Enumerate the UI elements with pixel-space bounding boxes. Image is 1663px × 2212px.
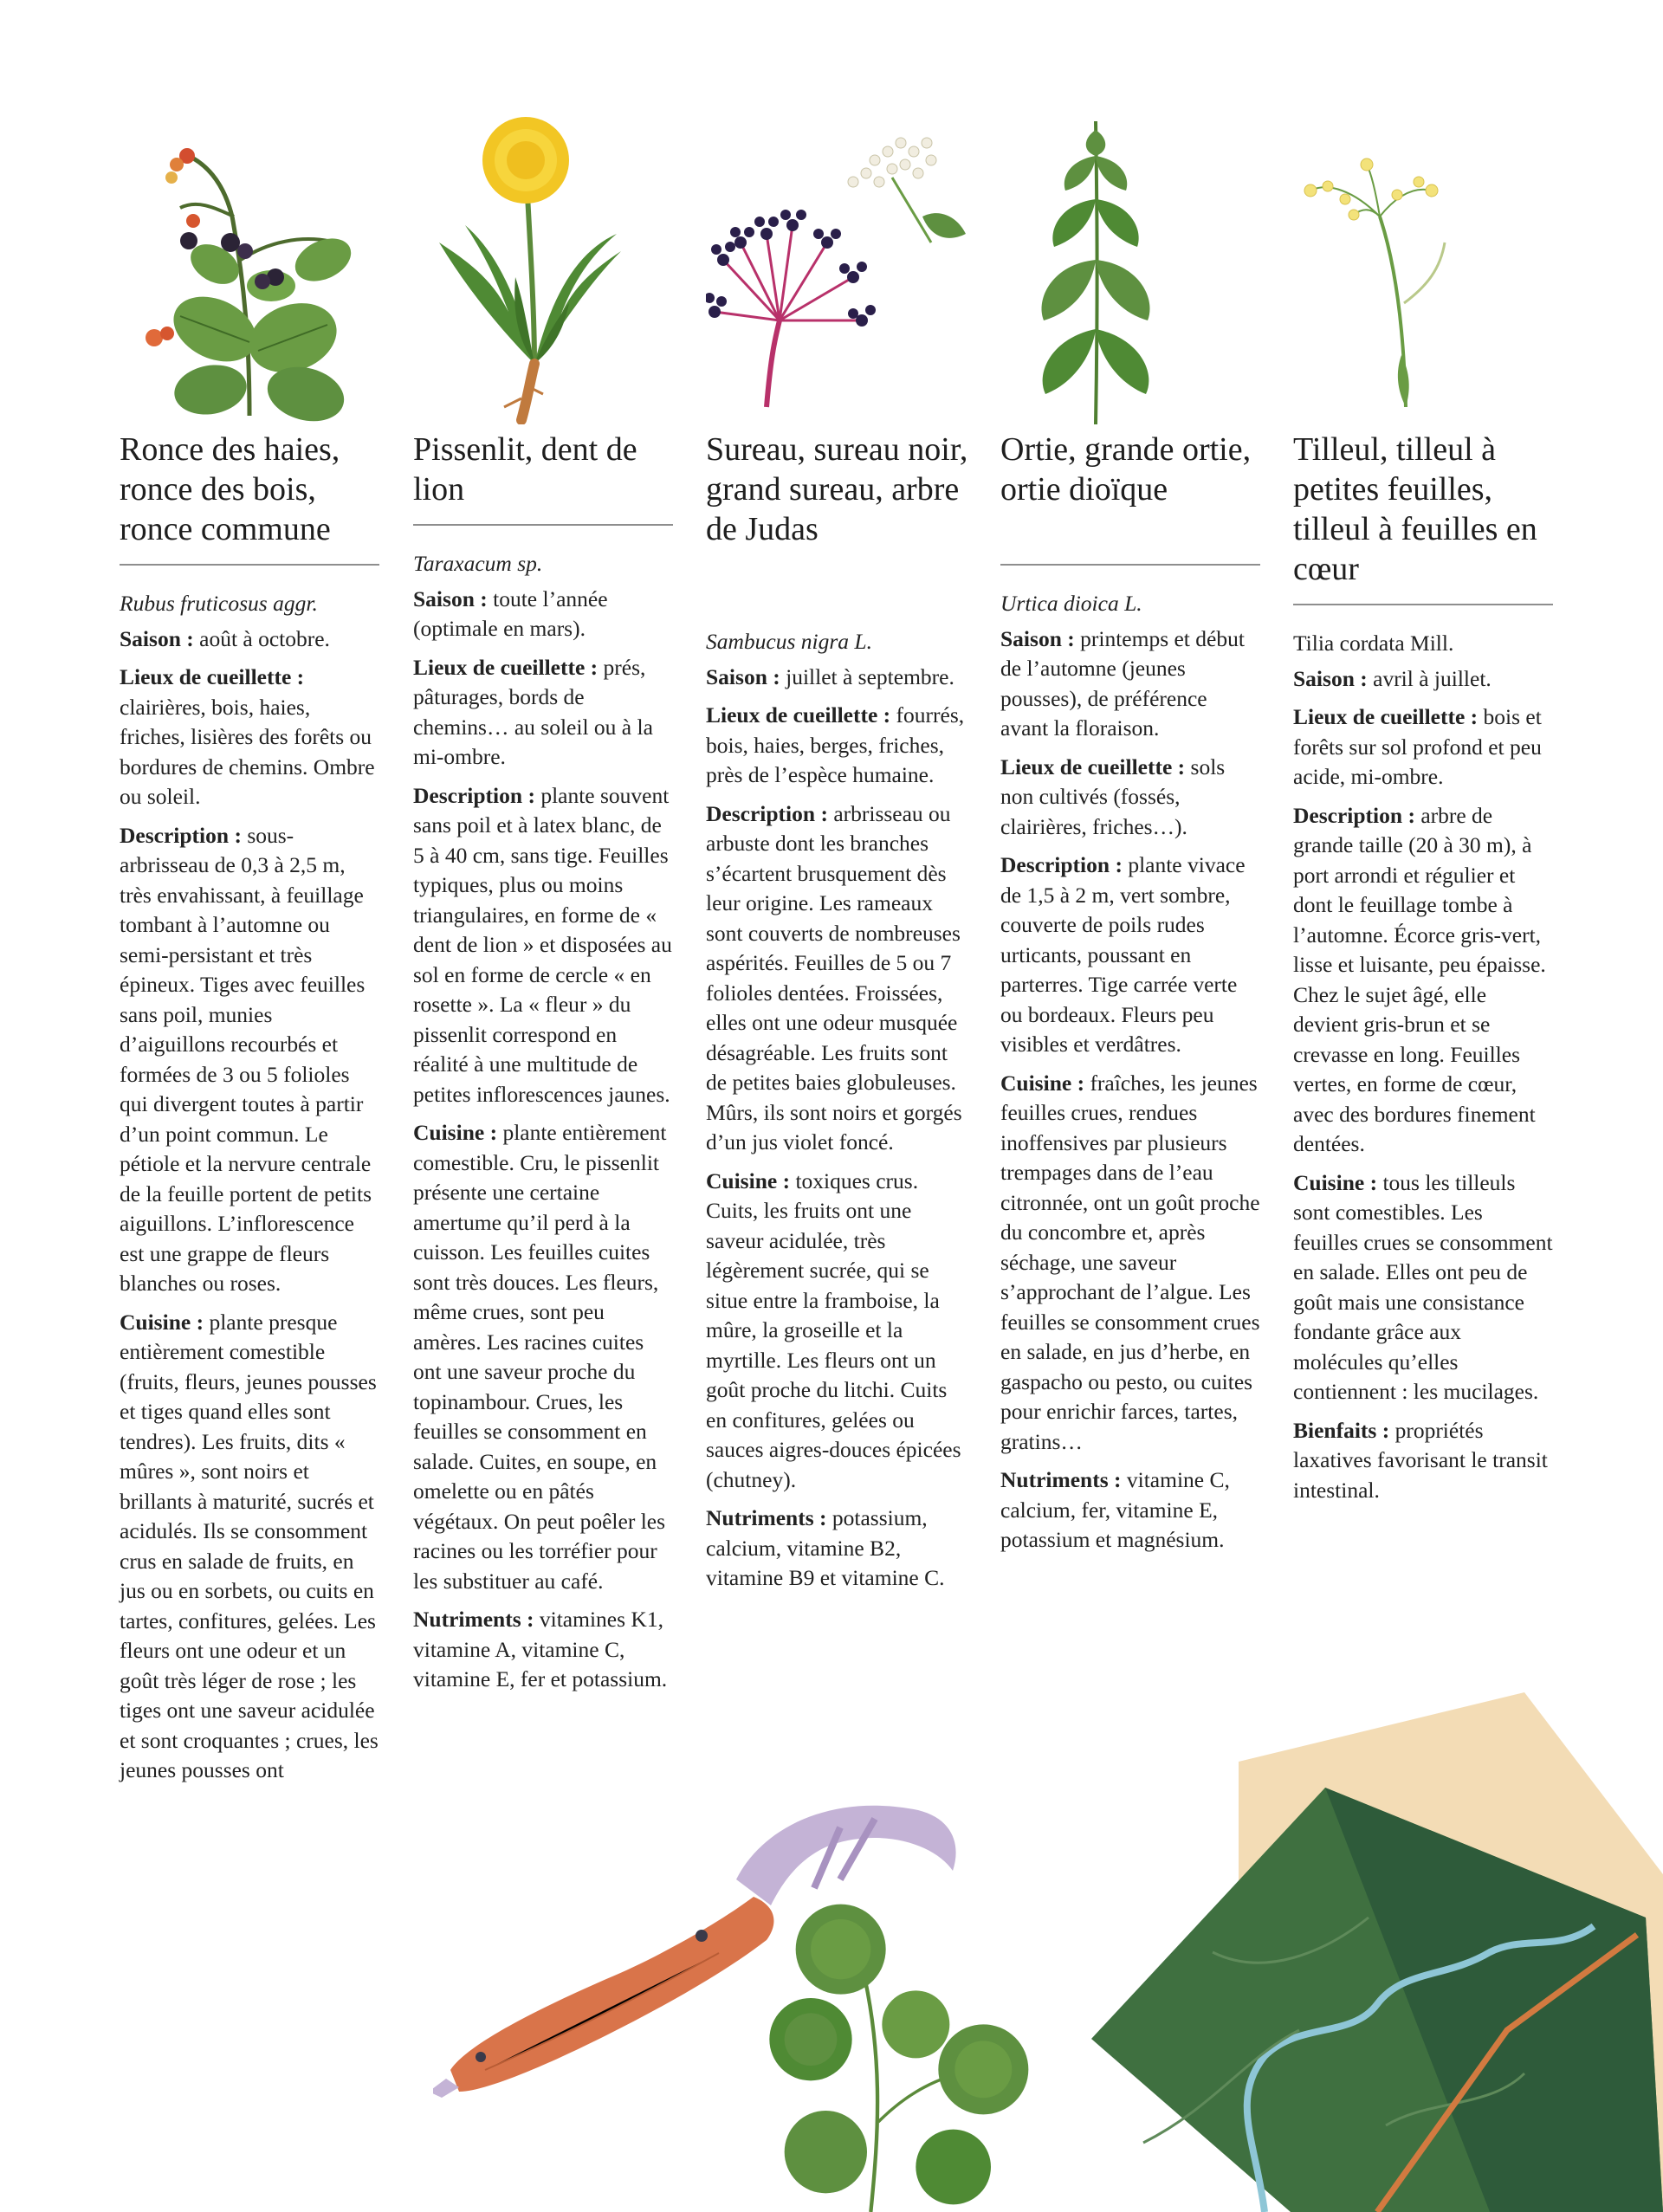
section-text: vitamines K1, vitamine A, vitamine C, vitamine E, fer et potassium.: [413, 1607, 668, 1691]
plant-title: Sureau, sureau noir, grand sureau, arbre de Judas: [706, 431, 968, 547]
section-text: fourrés, bois, haies, berges, friches, près de l’espèce humaine.: [706, 702, 965, 787]
bramble-illustration: [120, 113, 388, 424]
section-label: Description :: [1000, 852, 1123, 877]
latin-name: Sambucus nigra L.: [706, 629, 872, 654]
plant-title: Ortie, grande ortie, ortie dioïque: [1000, 431, 1252, 508]
section-label: Lieux de cueillette :: [1293, 704, 1479, 729]
season-entry: [1000, 624, 1260, 744]
section-label: Lieux de cueillette :: [706, 702, 891, 728]
nutrients-entry: [413, 1605, 673, 1695]
section-label: Nutriments :: [706, 1505, 827, 1530]
cooking-entry: [706, 1167, 966, 1496]
section-text: plante souvent sans poil et à latex blanc, de 5 à 40 cm, sans tige. Feuilles typiques, plus ou moins triangulaires, en forme de « dent de lion » et disposées au sol en forme de cercle « en rosette ». La « fleur » du pissenlit correspond en réalité à une multitude de petites inflorescences jaunes.: [413, 782, 672, 1107]
section-text: toxiques crus. Cuits, les fruits ont une saveur acidulée, très légèrement sucrée, qui se situe entre la framboise, la mûre, la groseille et la myrtille. Les fleurs ont un goût proche du litchi. Cuits en confitures, gelées ou sauces aigres-douces épicées (chutney).: [706, 1167, 961, 1492]
title-rule: [1293, 604, 1553, 605]
habitat-entry: [1293, 702, 1553, 792]
section-text: sous-arbrisseau de 0,3 à 2,5 m, très envahissant, à feuillage tombant à l’automne ou semi-persistant et très épineux. Tiges avec feuilles sans poil, munies d’aiguillons recourbés et formées de 3 ou 5 folioles qui divergent toutes à partir d’un point commun. Le pétiole et la nervure centrale de la feuille portent de petits aiguillons. L’inflorescence est une grappe de fleurs blanches ou roses.: [120, 822, 372, 1296]
section-text: tous les tilleuls sont comestibles. Les feuilles crues se consomment en salade. Elles ont peu de goût mais une consistance fondante grâce aux molécules qu’elles contiennent : les mucilages.: [1293, 1169, 1553, 1404]
section-label: Lieux de cueillette :: [120, 664, 305, 689]
section-label: Saison :: [413, 585, 488, 611]
section-label: Bienfaits :: [1293, 1417, 1390, 1443]
section-text: propriétés laxatives favorisant le transit intestinal.: [1293, 1417, 1548, 1503]
cooking-entry: [1293, 1168, 1553, 1407]
nutrients-entry: [706, 1504, 966, 1594]
plant-text: [1293, 629, 1553, 1514]
habitat-entry: [413, 653, 673, 773]
description-entry: [706, 799, 966, 1158]
linden-illustration: [1293, 113, 1562, 424]
latin-name: Rubus fruticosus aggr.: [120, 591, 318, 616]
elderberry-illustration: [706, 113, 974, 424]
habitat-entry: [120, 663, 379, 812]
section-text: plante vivace de 1,5 à 2 m, vert sombre, couverte de poils rudes urticants, poussant en parterres. Tige carrée verte ou bordeaux. Fleurs peu visibles et verdâtres.: [1000, 852, 1246, 1057]
latin-name: Taraxacum sp.: [413, 551, 543, 576]
section-text: fraîches, les jeunes feuilles crues, rendues inoffensives par plusieurs trempages dans de l’eau citronnée, ont un goût proche du concombre et, après séchage, une saveur s’approchant de l’algue. Les feuilles se consomment crues en salade, en jus d’herbe, en gaspacho ou pesto, ou cuites pour enrichir farces, tartes, gratins…: [1000, 1070, 1260, 1454]
section-label: Cuisine :: [1293, 1169, 1378, 1195]
season-entry: [706, 663, 966, 693]
plant-text: [1000, 589, 1260, 1564]
section-text: bois et forêts sur sol profond et peu acide, mi-ombre.: [1293, 704, 1542, 789]
description-entry: [120, 821, 379, 1299]
section-text: avril à juillet.: [1367, 665, 1492, 691]
section-text: août à octobre.: [193, 625, 330, 651]
cooking-entry: [1000, 1069, 1260, 1458]
cooking-entry: [413, 1118, 673, 1596]
season-entry: [120, 624, 379, 655]
ground-ivy-illustration: [745, 1897, 1057, 2212]
section-label: Cuisine :: [120, 1309, 204, 1335]
plant-text: [120, 589, 379, 1795]
plant-title: Tilleul, tilleul à petites feuilles, tilleul à feuilles en cœur: [1293, 431, 1537, 587]
title-rule: [120, 564, 379, 566]
section-label: Description :: [706, 800, 828, 826]
section-label: Saison :: [120, 625, 194, 651]
plant-text: [706, 627, 966, 1602]
section-text: plante entièrement comestible. Cru, le pissenlit présente une certaine amertume qu’il perd à la cuisson. Les feuilles cuites sont très douces. Les fleurs, même crues, sont peu amères. Les racines cuites ont une saveur proche du topinambour. Crues, les feuilles se consomment en salade. Cuites, en soupe, en omelette ou en pâtés végétaux. On peut poêler les racines ou les torréfier pour les substituer au café.: [413, 1120, 667, 1594]
habitat-entry: [706, 701, 966, 791]
section-label: Saison :: [1293, 665, 1368, 691]
section-text: plante presque entièrement comestible (fruits, fleurs, jeunes pousses et tiges quand elles sont tendres). Les fruits, dits « mûres », sont noirs et brillants à maturité, sucrés et acidulés. Ils se consomment crus en salade de fruits, en jus ou en sorbets, ou cuits en tartes, confitures, gelées. Les fleurs ont une odeur et un goût très léger de rose ; les tiges ont une saveur acidulée et sont croquantes ; crues, les jeunes pousses ont: [120, 1309, 379, 1782]
plant-title: Pissenlit, dent de lion: [413, 431, 637, 508]
benefits-entry: [1293, 1416, 1553, 1506]
section-text: arbre de grande taille (20 à 30 m), à port arrondi et régulier et dont le feuillage tombe à l’automne. Écorce gris-vert, lisse et luisante, peu épaisse. Chez le sujet âgé, elle devient gris-brun et se crevasse en long. Feuilles vertes, en forme de cœur, avec des bordures finement dentées.: [1293, 802, 1546, 1156]
plant-title: Ronce des haies, ronce des bois, ronce commune: [120, 431, 340, 547]
section-text: clairières, bois, haies, friches, lisières des forêts ou bordures de chemins. Ombre ou soleil.: [120, 694, 375, 809]
habitat-entry: [1000, 753, 1260, 843]
description-entry: [413, 781, 673, 1110]
season-entry: [1293, 664, 1553, 695]
latin-name: Urtica dioica L.: [1000, 591, 1142, 616]
section-label: Lieux de cueillette :: [413, 654, 599, 680]
section-text: potassium, calcium, vitamine B2, vitamine B9 et vitamine C.: [706, 1505, 945, 1590]
section-text: toute l’année (optimale en mars).: [413, 585, 608, 641]
section-text: prés, pâturages, bords de chemins… au soleil ou à la mi-ombre.: [413, 654, 653, 769]
title-rule: [1000, 564, 1260, 566]
section-label: Cuisine :: [413, 1120, 498, 1145]
section-label: Cuisine :: [1000, 1070, 1085, 1096]
section-label: Nutriments :: [413, 1607, 534, 1632]
section-label: Cuisine :: [706, 1167, 791, 1193]
folded-map-illustration: [1039, 1692, 1663, 2212]
description-entry: [1293, 801, 1553, 1160]
plant-text: [413, 549, 673, 1704]
latin-name: Tilia cordata Mill.: [1293, 631, 1454, 656]
section-label: Lieux de cueillette :: [1000, 754, 1186, 779]
section-label: Nutriments :: [1000, 1467, 1122, 1492]
section-text: printemps et début de l’automne (jeunes pousses), de préférence avant la floraison.: [1000, 625, 1245, 741]
section-text: juillet à septembre.: [780, 663, 954, 689]
description-entry: [1000, 851, 1260, 1060]
section-label: Description :: [120, 822, 242, 848]
section-label: Description :: [1293, 802, 1415, 828]
nettle-illustration: [1000, 113, 1269, 424]
dandelion-illustration: [413, 113, 682, 424]
section-text: arbrisseau ou arbuste dont les branches s’écartent brusquement dès leur origine. Les rameaux sont couverts de nombreuses aspérités. Feuilles de 5 ou 7 folioles dentées. Froissées, elles ont une odeur musquée désagréable. Les fruits sont de petites baies globuleuses. Mûrs, ils sont noirs et gorgés d’un jus violet foncé.: [706, 800, 962, 1155]
title-rule: [413, 524, 673, 526]
section-label: Saison :: [706, 663, 780, 689]
section-text: vitamine C, calcium, fer, vitamine E, potassium et magnésium.: [1000, 1467, 1230, 1552]
section-label: Saison :: [1000, 625, 1075, 651]
cooking-entry: [120, 1308, 379, 1786]
section-text: sols non cultivés (fossés, clairières, friches…).: [1000, 754, 1226, 839]
section-label: Description :: [413, 782, 535, 808]
nutrients-entry: [1000, 1465, 1260, 1556]
season-entry: [413, 585, 673, 644]
